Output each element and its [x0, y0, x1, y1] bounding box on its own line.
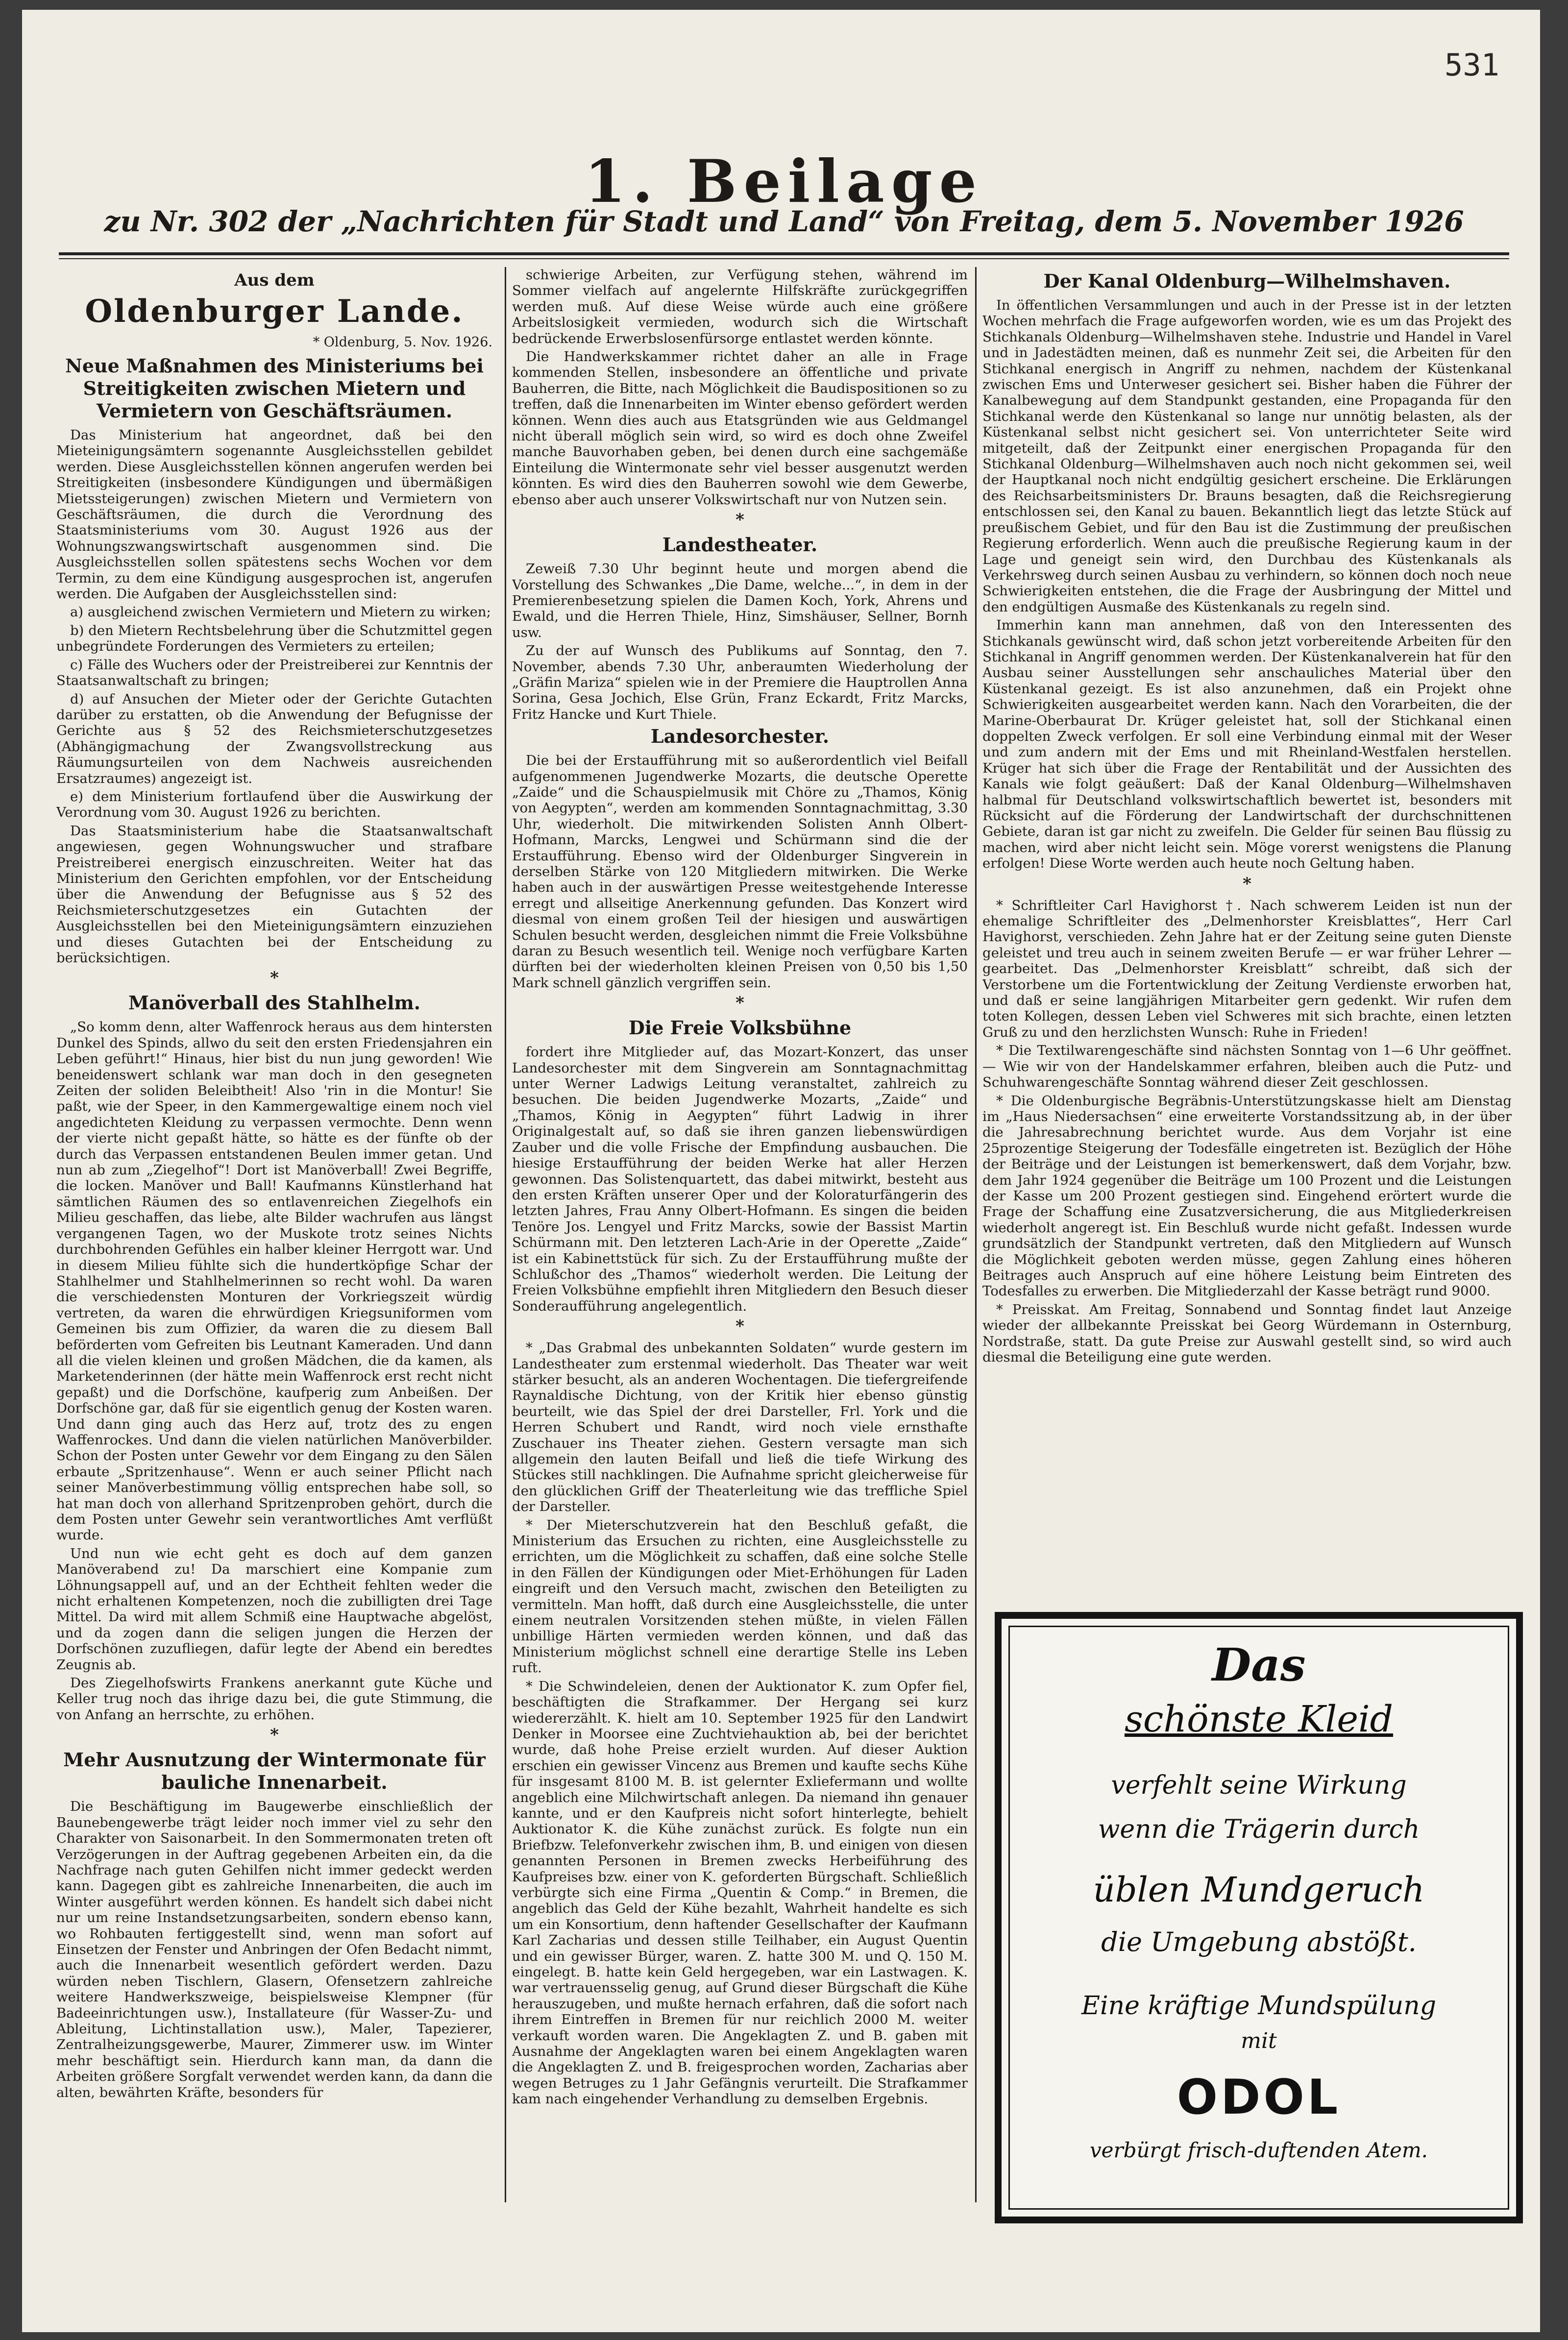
header-rule-thin [59, 258, 1509, 259]
article-paragraph: e) dem Ministerium fortlaufend über die Auswirkung der Verordnung vom 30. August 1926 zu berichten. [56, 788, 492, 821]
header-rule [59, 252, 1509, 255]
article-heading: Mehr Ausnutzung der Wintermonate für bauliche Innenarbeit. [63, 1749, 486, 1794]
article-paragraph: schwierige Arbeiten, zur Verfügung stehen, während im Sommer vielfach auf angelernte Hilfskräfte zurückgegriffen werden muß. Auf diese Weise würde auch eine größere Arbeitslosigkeit vermieden, wodurch sich die Wirtschaft bedrückende Erwerbslosenfürsorge entlastet werden könnte. [512, 267, 968, 346]
article-paragraph: Das Staatsministerium habe die Staatsanwaltschaft angewiesen, gegen Wohnungswucher und strafbare Preistreiberei energisch einzuschreiten. Weiter hat das Ministerium den Gerichten empfohlen, vor der Entscheidung über die Anwendung der Befugnisse aus § 52 des Reichsmieterschutzgesetzes ein Gutachten der Ausgleichsstellen bei den Mieteinigungsämtern einzuziehen und dieses Gutachten bei der Entscheidung zu berücksichtigen. [56, 823, 492, 966]
section-title: Oldenburger Lande. [85, 293, 464, 330]
article-heading: Der Kanal Oldenburg—Wilhelmshaven. [1043, 270, 1451, 292]
article-heading: Landesorchester. [650, 725, 830, 748]
article-paragraph: Und nun wie echt geht es doch auf dem ganzen Manöverabend zu! Da marschiert eine Kompanie zum Löhnungsappell auf, und an der Echtheit fehlten weder die nicht erhaltenen Kompetenzen, noch die zubilligten drei Tage Mittel. Da wird mit allem Schmiß eine Hauptwache abgelöst, und da zogen dann die seligen jungen die Herzen der Dorfschönen zuzufliegen, dafür legte der Abend ein beredtes Zeugnis ab. [56, 1545, 492, 1673]
ad-line: Eine kräftige Mundspülung [1081, 1991, 1436, 2021]
article-paragraph: In öffentlichen Versammlungen und auch in der Presse ist in der letzten Wochen mehrfach die Frage aufgeworfen worden, wie es um das Projekt des Stichkanals Oldenburg—Wilhelmshaven stehe. Industrie und Handel in Varel und in Jadestädten meinen, daß es nunmehr Zeit sei, die Arbeiten für den Stichkanal energisch in Angriff zu nehmen, nachdem der Küstenkanal zwischen Ems und Unterweser gesichert sei. Bisher haben die Führer der Kanalbewegung auf dem Standpunkt gestanden, eine Propaganda für den Stichkanal werde den Küstenkanal so lange nur unnötig belasten, als der Küstenkanal selbst nicht gesichert sei. Von unterrichteter Seite wird mitgeteilt, daß der Zeitpunkt einer energischen Propaganda für den Stichkanal Oldenburg—Wilhelmshaven auch noch nicht gekommen sei, weil der Hauptkanal noch nicht endgültig gesichert erscheine. Die Erklärungen des Reichsarbeitsministers Dr. Brauns besagten, daß die Reichsregierung entschlossen sei, den Kanal zu bauen. Bekanntlich liegt das letzte Stück auf preußischem Gebiet, und für den Bau ist die Zustimmung der preußischen Regierung erforderlich. Wenn auch die preußische Regierung kaum in der Lage und geneigt sein wird, den Durchbau des Küstenkanals als Verkehrsweg durch seinen Ausbau zu verhindern, so können doch noch neue Schwierigkeiten entstehen, die die Frage der Ausbringung der Mittel und den endgültigen Ausmaße des Küstenkanals zu regeln sind. [982, 297, 1512, 615]
section-separator: * [270, 1725, 279, 1745]
ad-line: wenn die Trägerin durch [1098, 1815, 1420, 1844]
supplement-subtitle: zu Nr. 302 der „Nachrichten für Stadt und Land“ von Freitag, dem 5. November 1926 [104, 205, 1464, 238]
article-paragraph: * Die Textilwarengeschäfte sind nächsten Sonntag von 1—6 Uhr geöffnet. — Wie wir von der Handelskammer erfahren, bleiben auch die Putz- und Schuhwarengeschäfte Sonntag während dieser Zeit geschlossen. [982, 1043, 1512, 1091]
article-heading: Die Freie Volksbühne [628, 1017, 852, 1039]
column-2 [512, 267, 968, 2207]
article-paragraph: * Schriftleiter Carl Havighorst †. Nach schwerem Leiden ist nun der ehemalige Schriftleiter des „Delmenhorster Kreisblattes“, Herr Carl Havighorst, verschieden. Zehn Jahre hat er der Zeitung seine guten Dienste geleistet und treu auch in seinem zweiten Berufe — er war früher Lehrer — gearbeitet. Das „Delmenhorster Kreisblatt“ schreibt, daß sich der Verstorbene um die Fortentwicklung der Zeitung Verdienste erworben hat, und daß er seine langjährigen Mitarbeiter gern gedenkt. Wir rufen dem toten Kollegen, dessen Leben viel Schweres mit sich brachte, einen letzten Gruß zu und den herzlichsten Wunsch: Ruhe in Frieden! [982, 897, 1512, 1040]
ad-line: mit [1241, 2028, 1277, 2053]
ad-line: schönste Kleid [1124, 1698, 1394, 1740]
article-paragraph: d) auf Ansuchen der Mieter oder der Gerichte Gutachten darüber zu erstatten, ob die Anwendung der Befugnisse der Gerichte aus § 52 des Reichsmieterschutzgesetzes (Abhängigmachung der Zwangsvollstreckung aus Räumungsurteilen von dem Nachweis ausreichenden Ersatzraumes) angezeigt ist. [56, 691, 492, 786]
article-paragraph: Immerhin kann man annehmen, daß von den Interessenten des Stichkanals gewünscht wird, daß schon jetzt vorbereitende Arbeiten für den Stichkanal in Angriff genommen werden. Der Küstenkanalverein hat für den Ausbau seiner Ausstellungen sehr anschauliches Material über den Küstenkanal gezeigt. Es ist also anzunehmen, daß ein Projekt ohne Schwierigkeiten ausgearbeitet werden kann. Nach den Vorarbeiten, die der Marine-Oberbaurat Dr. Krüger geleistet hat, soll der Stichkanal einen doppelten Zweck verfolgen. Er soll eine Verbindung einmal mit der Weser und zum andern mit der Ems und mit Rheinland-Westfalen herstellen. Krüger hat sich über die Frage der Rentabilität und der Aussichten des Kanals wie folgt geäußert: Daß der Kanal Oldenburg—Wilhelmshaven halbmal für Deutschland volkswirtschaftlich bewertet ist, besonders mit Rücksicht auf die Förderung der Landwirtschaft der durchschnittenen Gebiete, daran ist gar nicht zu zweifeln. Die Gelder für seinen Bau flüssig zu machen, wird aber nicht leicht sein. Möge vorerst wenigstens die Planung erfolgen! Diese Worte werden auch heute noch Geltung haben. [982, 617, 1512, 872]
dateline: * Oldenburg, 5. Nov. 1926. [313, 335, 492, 350]
column-divider [975, 267, 977, 2202]
article-paragraph: * Der Mieterschutzverein hat den Beschluß gefaßt, die Ministerium das Ersuchen zu richten, eine Ausgleichsstelle zu errichten, um die Möglichkeit zu schaffen, daß eine solche Stelle in den Fällen der Kündigungen oder Miet-Erhöhungen für Laden eingreift und den Versuch macht, zwischen den Beteiligten zu vermitteln. Man hofft, daß durch eine Ausgleichsstelle, die unter einem neutralen Vorsitzenden stehen müßte, in vielen Fällen unbillige Härten vermieden werden können, und daß das Ministerium möglichst schnell eine derartige Stelle ins Leben ruft. [512, 1517, 968, 1676]
column-divider [505, 267, 506, 2202]
article-paragraph: c) Fälle des Wuchers oder der Preistreiberei zur Kenntnis der Staatsanwaltschaft zu bringen; [56, 657, 492, 689]
article-paragraph: * Die Schwindeleien, denen der Auktionator K. zum Opfer fiel, beschäftigten die Strafkammer. Der Hergang sei kurz wiedererzählt. K. hielt am 10. September 1925 für den Landwirt Denker in Moorsee eine Zuchtviehauktion ab, bei der berichtet wurde, daß hohe Preise erzielt wurden. Auf dieser Auktion erschien ein gewisser Vincenz aus Bremen und kaufte sechs Kühe für insgesamt 8100 M. B. ist gelernter Exliefermann und wollte angeblich eine Milchwirtschaft anlegen. Da niemand ihn genauer kannte, und er den Kaufpreis nicht sofort hinterlegte, behielt Auktionator K. die Kühe zunächst zurück. Es folgte nun ein Briefbzw. Telefonverkehr zwischen ihm, B. und einigen von diesen genannten Personen in Bremen zwecks Herbeiführung des Kaufpreises bzw. einer von K. geforderten Bürgschaft. Schließlich verbürgte sich eine Firma „Quentin & Comp.“ in Bremen, die angeblich das Geld der Kühe bezahlt, Wahrheit handelte es sich um ein Konsortium, denn haftender Gesellschafter der Kaufmann Karl Zacharias und dessen stille Teilhaber, ein August Quentin und ein gewisser Bürger, waren. Z. hatte 300 M. und Q. 150 M. eingelegt. B. hatte kein Geld hergegeben, war ein Lastwagen. K. war vertrauensselig genug, auf Grund dieser Bürgschaft die Kühe herauszugeben, und mußte hernach erfahren, daß die sofort nach ihrem Eintreffen in Bremen für nur reichlich 2000 M. weiter verkauft worden waren. Die Angeklagten Z. und B. gaben mit Ausnahme der Angeklagten waren bei einem Angeklagten waren die Angeklagten Z. und B. freigesprochen worden, Zacharias aber wegen Betruges zu 1 Jahr Gefängnis verurteilt. Die Strafkammer kam nach eingehender Verhandlung zu demselben Ergebnis. [512, 1678, 968, 2107]
article-heading: Landestheater. [662, 534, 818, 556]
article-paragraph: * Preisskat. Am Freitag, Sonnabend und Sonntag findet laut Anzeige wieder der allbekannte Preisskat bei Georg Würdemann in Osternburg, Nordstraße, statt. Da gute Preise zur Auswahl gestellt sind, so wird auch diesmal die Beteiligung eine gute werden. [982, 1301, 1512, 1365]
section-separator: * [735, 993, 744, 1013]
article-paragraph: Zu der auf Wunsch des Publikums auf Sonntag, den 7. November, abends 7.30 Uhr, anberaumten Wiederholung der „Gräfin Mariza“ spielen wie in der Premiere die Hauptrollen Anna Sorina, Gesa Jochich, Else Grün, Franz Eckardt, Fritz Marcks, Fritz Hancke und Kurt Thiele. [512, 643, 968, 722]
article-paragraph: b) den Mietern Rechtsbelehrung über die Schutzmittel gegen unbegründete Forderungen des Vermieters zu erteilen; [56, 622, 492, 655]
article-paragraph: Die Handwerkskammer richtet daher an alle in Frage kommenden Stellen, insbesondere an öffentliche und private Bauherren, die Bitte, nach Möglichkeit die Baudispositionen so zu treffen, daß die Innenarbeiten im Winter ebenso gefördert werden können. Wenn dies auch aus Etatsgründen wie aus Geldmangel nicht überall möglich sein wird, so wird es doch ohne Zweifel manche Bauvorhaben geben, bei denen durch eine sachgemäße Einteilung die Wintermonate sehr viel besser ausgenutzt werden könnten. Es wird dies den Bauherren sowohl wie dem Gewerbe, ebenso aber auch unserer Volkswirtschaft nur von Nutzen sein. [512, 349, 968, 508]
ad-line: die Umgebung abstößt. [1101, 1926, 1417, 1957]
page-number: 531 [1445, 47, 1499, 83]
article-paragraph: Das Ministerium hat angeordnet, daß bei den Mieteinigungsämtern sogenannte Ausgleichsstellen gebildet werden. Diese Ausgleichsstellen können angerufen werden bei Streitigkeiten (insbesondere Kündigungen und übermäßigen Mietssteigerungen) zwischen Mietern und Vermietern von Geschäftsräumen, die durch die Verordnung des Staatsministeriums vom 30. August 1926 aus der Wohnungszwangswirtschaft ausgenommen sind. Die Ausgleichsstellen sollen spätestens sechs Wochen vor dem Termin, zu dem eine Kündigung ausgesprochen ist, angerufen werden. Die Aufgaben der Ausgleichsstellen sind: [56, 427, 492, 602]
article-heading: Manöverball des Stahlhelm. [128, 992, 420, 1014]
supplement-title: 1. Beilage [584, 147, 983, 216]
section-separator: * [735, 510, 744, 530]
article-paragraph: * Die Oldenburgische Begräbnis-Unterstützungskasse hielt am Dienstag im „Haus Niedersachsen“ eine erweiterte Vorstandssitzung ab, in der über die Jahresabrechnung berichtet wurde. Aus dem Vorjahr ist eine 25prozentige Steigerung der Todesfälle eingetreten ist. Bezüglich der Höhe der Beiträge und der Leistungen ist bemerkenswert, daß dem Vorjahr, bzw. dem Jahr 1924 gegenüber die Beiträge um 100 Prozent und die Leistungen der Kasse um 200 Prozent gestiegen sind. Eingehend erörtert wurde die Frage der Schaffung eine Zusatzversicherung, die aus Mitgliederkreisen wiederholt angeregt ist. Ein Beschluß wurde nicht gefaßt. Indessen wurde grundsätzlich der Standpunkt vertreten, daß den Mitgliedern auf Wunsch die Möglichkeit geboten werden müsse, gegen Zahlung eines höheren Beitrages auch Anspruch auf eine höhere Leistung beim Eintreten des Todesfalles zu erwerben. Die Mitgliederzahl der Kasse beträgt rund 9000. [982, 1093, 1512, 1299]
section-separator: * [1243, 874, 1251, 894]
ad-line: üblen Mundgeruch [1093, 1870, 1425, 1910]
article-paragraph: Die Beschäftigung im Baugewerbe einschließlich der Baunebengewerbe trägt leider noch immer viel zu sehr den Charakter von Saisonarbeit. In den Sommermonaten treten oft Verzögerungen in der Auftrag gegebenen Arbeiten ein, da die Nachfrage nach guten Gehilfen nicht immer gedeckt werden kann. Dagegen gibt es zahlreiche Innenarbeiten, die auch im Winter ausgeführt werden können. Es handelt sich dabei nicht nur um reine Instandsetzungsarbeiten, sondern ebenso kann, wo Rohbauten fertiggestellt sind, wenn man sofort auf Einsetzen der Fenster und Anbringen der Ofen Bedacht nimmt, auch die Innenarbeit wesentlich gefördert werden. Dazu würden neben Tischlern, Glasern, Ofensetzern zahlreiche weitere Handwerkszweige, beispielsweise Klempner (für Badeeinrichtungen usw.), Installateure (für Wasser-Zu- und Ableitung, Lichtinstallation usw.), Maler, Tapezierer, Zentralheizungsgewerbe, Maurer, Zimmerer usw. im Winter mehr beschäftigt sein. Hierdurch kann man, da dann die Arbeiten größere Sorgfalt verwendet werden kann, da dann die alten, bewährten Kräfte, besonders für [56, 1799, 492, 2100]
article-heading: Neue Maßnahmen des Ministeriums bei Streitigkeiten zwischen Mietern und Vermietern von Geschäftsräumen. [65, 355, 484, 422]
section-separator: * [270, 968, 279, 988]
column-1 [56, 267, 492, 2207]
article-paragraph: fordert ihre Mitglieder auf, das Mozart-Konzert, das unser Landesorchester mit dem Singverein am Sonntagnachmittag unter Werner Ladwigs Leitung veranstaltet, zahlreich zu besuchen. Die beiden Jugendwerke Mozarts, „Zaide“ und „Thamos, König in Aegypten“ führt Ladwig in ihrer Originalgestalt auf, so daß sie ihren ganzen liebenswürdigen Zauber und die volle Frische der Empfindung ausbauchen. Die hiesige Erstaufführung der beiden Werke hat aller Herzen gewonnen. Das Solistenquartett, das dabei mitwirkt, besteht aus den ersten Kräften unserer Oper und der Koloraturfängerin des letzten Jahres, Frau Anny Olbert-Hofmann. Es singen die beiden Tenöre Jos. Lengyel und Fritz Marcks, sowie der Bassist Martin Schürmann mit. Den letzteren Lach-Arie in der Operette „Zaide“ ist ein Kabinettstück für sich. Zu der Erstaufführung mußte der Schlußchor des „Thamos“ wiederholt werden. Die Leitung der Freien Volksbühne empfiehlt ihren Mitgliedern den Besuch dieser Sonderaufführung angelegentlich. [512, 1044, 968, 1314]
article-paragraph: * „Das Grabmal des unbekannten Soldaten“ wurde gestern im Landestheater zum erstenmal wiederholt. Das Theater war weit stärker besucht, als an anderen Wochentagen. Die tiefergreifende Raynaldische Dichtung, von der Kritik hier ebenso günstig beurteilt, wie das Spiel der drei Darsteller, Frl. York und die Herren Schubert und Randt, wird noch viele ernsthafte Zuschauer ins Theater ziehen. Gestern versagte man sich allgemein den lauten Beifall und ließ die tiefe Wirkung des Stückes still nachklingen. Die Aufnahme spricht gleicherweise für den glücklichen Griff der Theaterleitung wie das treffliche Spiel der Darsteller. [512, 1340, 968, 1515]
article-paragraph: Des Ziegelhofswirts Frankens anerkannt gute Küche und Keller trug noch das ihrige dazu bei, die gute Stimmung, die von Anfang an herrschte, zu erhöhen. [56, 1675, 492, 1723]
article-paragraph: „So komm denn, alter Waffenrock heraus aus dem hintersten Dunkel des Spinds, allwo du seit den ersten Friedensjahren ein Leben geführt!“ Hinaus, hier bist du nun jung geworden! Wie beneidenswert schlank war man doch in den gesegneten Zeiten der soliden Beleibtheit! Also 'rin in die Montur! Sie paßt, wie der Speer, in den Kammergewaltige einem noch viel angedichteten Kleidung zu verpassen vermochte. Denn wenn der vierte nicht gepaßt hätte, so hätte es der fünfte ob der durch das Verpassen entstandenen Beulen immer getan. Und nun ab zum „Ziegelhof“! Dort ist Manöverball! Zwei Begriffe, die locken. Manöver und Ball! Kaufmanns Künstlerhand hat sämtlichen Räumen des so entlavenreichen Ziegelhofs ein Milieu geschaffen, das liebe, alte Bilder wachrufen aus längst vergangenen Tagen, wo der Muskote trotz seines Nichts durchbohrenden Gefühles ein halber kleiner Herrgott war. Und in diesem Milieu fühlte sich die hundertköpfige Schar der Stahlhelmer und Stahlhelmerinnen so recht wohl. Da waren die verschiedensten Monturen der Vorkriegszeit würdig vertreten, da waren die ehrwürdigen Kriegsuniformen vom Gemeinen bis zum Offizier, da waren die zu diesem Ball beförderten vom Gefreiten bis Leutnant Kameraden. Und dann all die vielen kleinen und großen Mädchen, die da kamen, als Marketenderinnen (der hätte mein Waffenrock erst recht nicht gepaßt) und die Dorfschöne, kaufperig zum Anbeißen. Der Dorfschöne gar, daß für sie eigentlich genug der Kosten waren. Und dann ging auch das Herz auf, trotz des zu engen Waffenrockes. Und dann die vielen natürlichen Manöverbilder. Schon der Posten unter Gewehr vor dem Eingang zu den Sälen erbaute „Spritzenhause“. Wenn er auch seiner Pflicht nach seiner Manöverbestimmung völlig entsprechen habe soll, so hat man doch von allerhand Spritzenproben gehört, durch die dem Posten unter Gewehr sein verantwortliches Amt verflüßt wurde. [56, 1019, 492, 1543]
odol-advertisement [995, 1612, 1523, 2223]
ad-line: verfehlt seine Wirkung [1111, 1771, 1407, 1800]
column-3 [982, 267, 1512, 1590]
ad-line: Das [1212, 1638, 1306, 1691]
section-kicker: Aus dem [234, 270, 315, 290]
ad-line: verbürgt frisch-duftenden Atem. [1089, 2138, 1428, 2162]
article-paragraph: Die bei der Erstaufführung mit so außerordentlich viel Beifall aufgenommenen Jugendwerke Mozarts, die deutsche Operette „Zaide“ und die Schauspielmusik mit Chöre zu „Thamos, König von Aegypten“, werden am kommenden Sonntagnachmittag, 3.30 Uhr, wiederholt. Die mitwirkenden Solisten Annh Olbert-Hofmann, Marcks, Lengwei und Schürmann sind die der Erstaufführung. Ebenso wird der Oldenburger Singverein in derselben Stärke von 120 Mitgliedern mitwirken. Die Werke haben auch in der auswärtigen Presse weitestgehende Interesse erregt und allseitige Anerkennung gefunden. Das Konzert wird diesmal von einem großen Teil der hiesigen und auswärtigen Schulen besucht werden, desgleichen nimmt die Freie Volksbühne daran zu Besuch wesentlich teil. Wenige noch verfügbare Karten dürften bei der wiederholten kleinen Preisen von 0,50 bis 1,50 Mark schnell gänzlich vergriffen sein. [512, 753, 968, 991]
article-paragraph: a) ausgleichend zwischen Vermietern und Mietern zu wirken; [70, 604, 491, 620]
section-separator: * [735, 1316, 744, 1337]
brand-name: ODOL [1176, 2070, 1341, 2125]
article-paragraph: Zeweiß 7.30 Uhr beginnt heute und morgen abend die Vorstellung des Schwankes „Die Dame, welche...“, in dem in der Premierenbesetzung spielen die Damen Koch, York, Ahrens und Ewald, und die Herren Thiele, Hinz, Simshäuser, Sellner, Bornh usw. [512, 561, 968, 640]
